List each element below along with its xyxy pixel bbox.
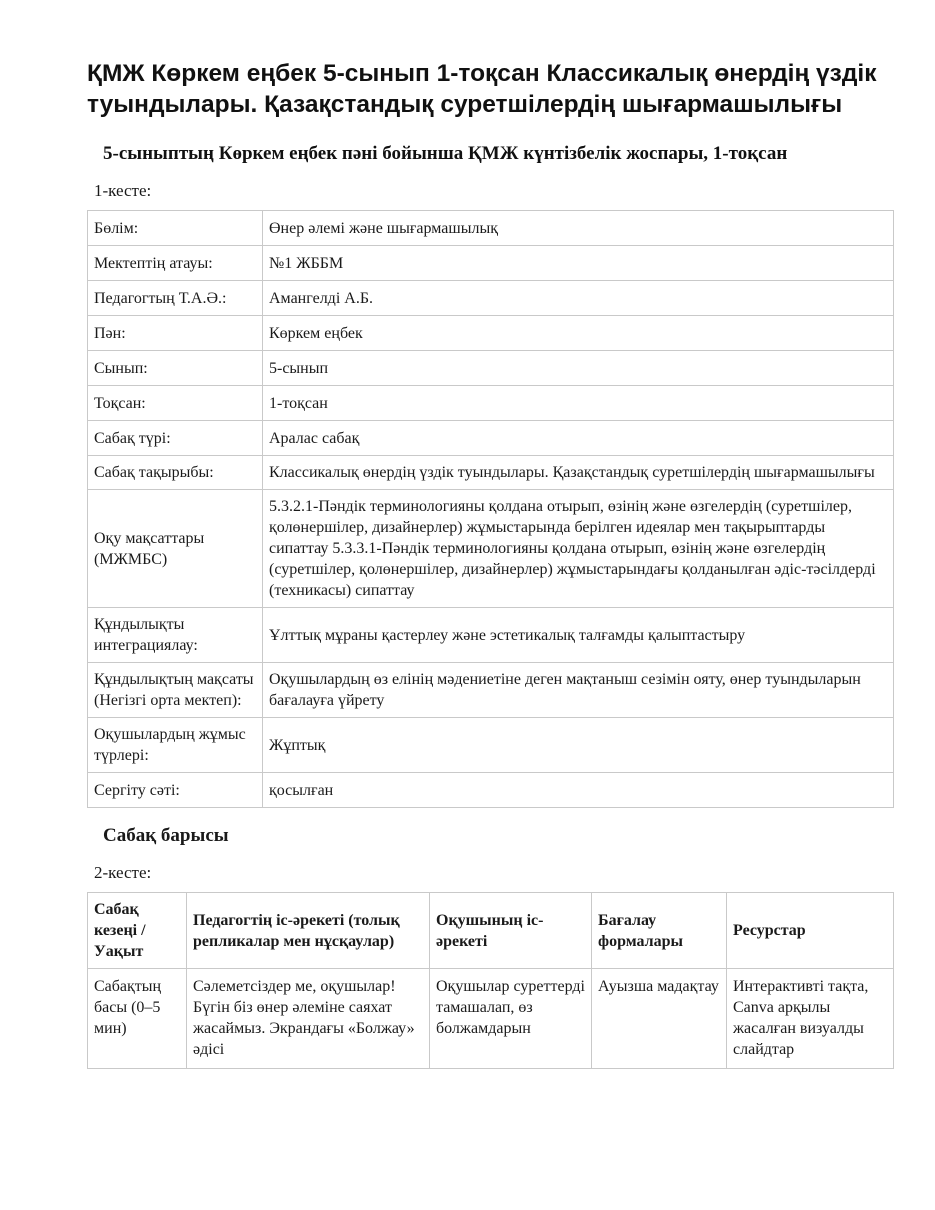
row-value: Амангелді А.Б.	[263, 281, 894, 316]
table-row	[88, 608, 894, 663]
plan-subtitle: 5-сыныптың Көркем еңбек пәні бойынша ҚМЖ күнтізбелік жоспары, 1-тоқсан	[103, 143, 788, 164]
lesson-info-table	[87, 210, 894, 808]
row-value: Өнер әлемі және шығармашылық	[263, 211, 894, 246]
column-header: Бағалау формалары	[592, 893, 727, 969]
table2-caption: 2-кесте:	[94, 863, 152, 882]
row-key: Бөлім:	[88, 211, 263, 246]
row-key: Оқушылардың жұмыс түрлері:	[88, 718, 263, 773]
row-value: Жұптық	[263, 718, 894, 773]
row-key: Сабақ тақырыбы:	[88, 456, 263, 490]
table-row	[88, 246, 894, 281]
row-key: Оқу мақсаттары (МЖМБС)	[88, 490, 263, 608]
column-header: Ресурстар	[727, 893, 894, 969]
document-page	[87, 58, 893, 1069]
table-row	[88, 351, 894, 386]
row-value: Классикалық өнердің үздік туындылары. Қазақстандық суретшілердің шығармашылығы	[263, 456, 894, 490]
row-key: Педагогтың Т.А.Ә.:	[88, 281, 263, 316]
row-value: Аралас сабақ	[263, 421, 894, 456]
table1-caption: 1-кесте:	[94, 181, 152, 200]
table-row	[88, 316, 894, 351]
row-key: Сергіту сәті:	[88, 773, 263, 808]
row-key: Құндылықтың мақсаты (Негізгі орта мектеп):	[88, 663, 263, 718]
table-cell: Оқушылар суреттерді тамашалап, өз болжамдарын	[430, 969, 592, 1069]
column-header: Сабақ кезеңі / Уақыт	[88, 893, 187, 969]
row-value: 5.3.2.1-Пәндік терминологияны қолдана отырып, өзінің және өзгелердің (суретшілер, қолөнершілер, дизайнерлер) жұмыстарында берілген идеялар мен тақырыптарды сипаттау 5.3.3.1-Пәндік терминологияны қолдана отырып, өзінің және өзгелердің (суретшілер, қолөнершілер, дизайнерлер) жұмыстарындағы қолданылған әдіс-тәсілдерді (техникасы) сипаттау	[263, 490, 894, 608]
table-row	[88, 773, 894, 808]
table-header-row	[88, 893, 894, 969]
document-title: ҚМЖ Көркем еңбек 5-сынып 1-тоқсан Классикалық өнердің үздік туындылары. Қазақстандық суретшілердің шығармашылығы	[87, 60, 877, 118]
table-cell: Сәлеметсіздер ме, оқушылар! Бүгін біз өнер әлеміне саяхат жасаймыз. Экрандағы «Болжау» әдісі	[187, 969, 430, 1069]
table-cell: Ауызша мадақтау	[592, 969, 727, 1069]
section-heading: Сабақ барысы	[103, 825, 229, 846]
table-row	[88, 490, 894, 608]
row-key: Сабақ түрі:	[88, 421, 263, 456]
table-cell: Сабақтың басы (0–5 мин)	[88, 969, 187, 1069]
table-row	[88, 386, 894, 421]
row-value: №1 ЖББМ	[263, 246, 894, 281]
table-row	[88, 663, 894, 718]
lesson-flow-table	[87, 892, 894, 1069]
table-row	[88, 969, 894, 1069]
row-key: Пән:	[88, 316, 263, 351]
row-value: 5-сынып	[263, 351, 894, 386]
row-value: Ұлттық мұраны қастерлеу және эстетикалық талғамды қалыптастыру	[263, 608, 894, 663]
row-value: қосылған	[263, 773, 894, 808]
row-key: Тоқсан:	[88, 386, 263, 421]
row-value: Көркем еңбек	[263, 316, 894, 351]
table-cell: Интерактивті тақта, Canva арқылы жасалған визуалды слайдтар	[727, 969, 894, 1069]
row-key: Сынып:	[88, 351, 263, 386]
table-row	[88, 281, 894, 316]
table-row	[88, 456, 894, 490]
row-key: Мектептің атауы:	[88, 246, 263, 281]
row-key: Құндылықты интеграциялау:	[88, 608, 263, 663]
table-row	[88, 718, 894, 773]
row-value: 1-тоқсан	[263, 386, 894, 421]
row-value: Оқушылардың өз елінің мәдениетіне деген мақтаныш сезімін ояту, өнер туындыларын бағалауға үйрету	[263, 663, 894, 718]
column-header: Оқушының іс-әрекеті	[430, 893, 592, 969]
column-header: Педагогтің іс-әрекеті (толық репликалар мен нұсқаулар)	[187, 893, 430, 969]
table-row	[88, 421, 894, 456]
table-row	[88, 211, 894, 246]
